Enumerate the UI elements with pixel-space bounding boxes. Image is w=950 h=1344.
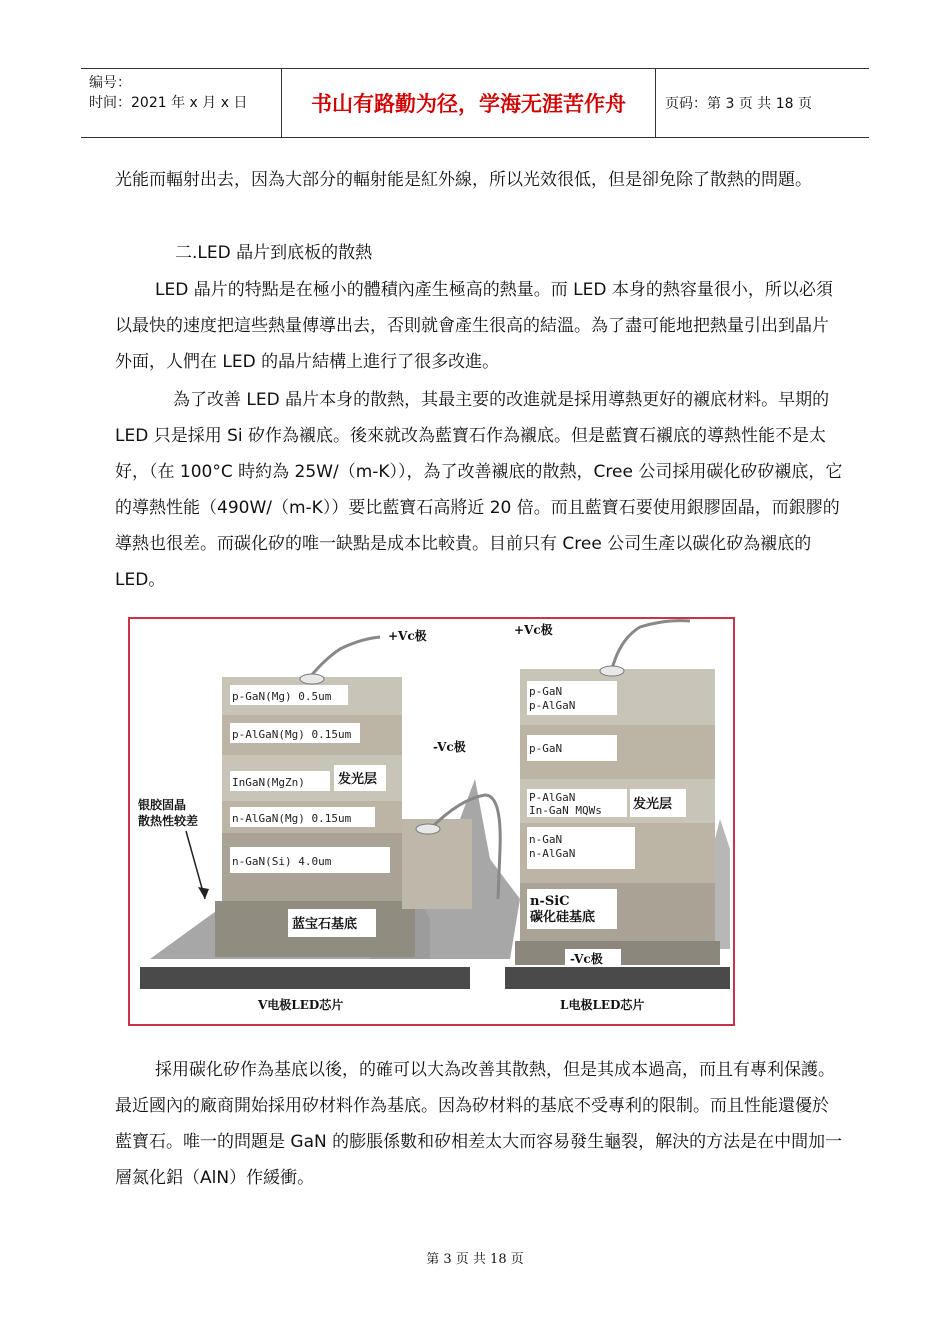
left-vc-plus-label: +Vc极 bbox=[388, 629, 427, 643]
glue-note-2: 散热性较差 bbox=[138, 814, 199, 828]
right-layer-1a: p-GaN bbox=[529, 685, 563, 698]
right-sub-b: 碳化硅基底 bbox=[530, 910, 596, 925]
right-layer-3a: P-AlGaN bbox=[529, 791, 576, 804]
paragraph-2-text: LED 晶片的特點是在極小的體積內產生極高的熱量。而 LED 本身的熱容量很小，所以必須以最快的速度把這些熱量傳導出去，否則就會產生很高的結溫。為了盡可能地把熱量引出到晶片外面，人們在 LED 的晶片結構上進行了很多改進。 bbox=[115, 280, 833, 372]
header-motto: 书山有路勤为径，学海无涯苦作舟 bbox=[281, 69, 656, 137]
right-layer-4a: n-GaN bbox=[529, 833, 563, 846]
right-chip-caption: L电极LED芯片 bbox=[560, 998, 645, 1012]
paragraph-4-text: 採用碳化矽作為基底以後，的確可以大為改善其散熱，但是其成本過高，而且有專利保護。最近國內的廠商開始採用矽材料作為基底。因為矽材料的基底不受專利的限制。而且性能還優於藍寶石。唯一的問題是 GaN 的膨脹係數和矽相差太大而容易發生龜裂，解決的方法是在中間加一層氮化鋁（AlN）作緩衝。 bbox=[115, 1060, 843, 1188]
right-floor-bar bbox=[505, 967, 730, 989]
header-table bbox=[81, 68, 869, 138]
left-emit-label: 发光层 bbox=[338, 772, 378, 787]
header-meta bbox=[81, 69, 281, 137]
right-vc-plus-label: +Vc极 bbox=[514, 623, 553, 637]
right-emit-label: 发光层 bbox=[633, 797, 673, 812]
header-page-info: 页码：第 3 页 共 18 页 bbox=[665, 96, 812, 112]
left-floor-bar bbox=[140, 967, 470, 989]
number-label: 编号： bbox=[89, 75, 131, 91]
left-layer-5-label: n-GaN(Si) 4.0um bbox=[232, 855, 332, 868]
paragraph-3-text: 為了改善 LED 晶片本身的散熱，其最主要的改進就是採用導熱更好的襯底材料。早期的 LED 只是採用 Si 矽作為襯底。後來就改為藍寶石作為襯底。但是藍寶石襯底的導熱性能不是太好，（在 100°C 時約為 25W/（m-K）），為了改善襯底的散熱，Cree 公司採用碳化矽矽襯底，它的導熱性能（490W/（m-K））要比藍寶石高將近 20 倍。而且藍寶石要使用銀膠固晶，而銀膠的導熱也很差。而碳化矽的唯一缺點是成本比較貴。目前只有 Cree 公司生產以碳化矽為襯底的 LED。 bbox=[115, 390, 843, 590]
paragraph-2 bbox=[115, 272, 845, 380]
left-layer-1-label: p-GaN(Mg) 0.5um bbox=[232, 690, 332, 703]
left-layer-3-label: InGaN(MgZn) bbox=[232, 776, 305, 789]
right-layer-4b: n-AlGaN bbox=[529, 847, 576, 860]
left-layer-2-label: p-AlGaN(Mg) 0.15um bbox=[232, 728, 352, 741]
right-sub-a: n-SiC bbox=[530, 894, 570, 909]
left-chip-caption: V电极LED芯片 bbox=[258, 998, 344, 1012]
paragraph-4 bbox=[115, 1052, 845, 1196]
right-layer-2: p-GaN bbox=[529, 742, 563, 755]
paragraph-1: 光能而輻射出去，因為大部分的輻射能是紅外線，所以光效很低，但是卻免除了散熱的問題。 bbox=[115, 170, 812, 190]
right-layer-3b: In-GaN MQWs bbox=[529, 804, 602, 817]
right-layer-1b: p-AlGaN bbox=[529, 699, 576, 712]
glue-note-1: 银胶固晶 bbox=[138, 798, 187, 812]
time-label: 时间：2021 年 x 月 x 日 bbox=[89, 95, 248, 111]
right-vc-minus-label: -Vc极 bbox=[570, 952, 603, 966]
paragraph-3 bbox=[115, 382, 845, 598]
led-chip-figure bbox=[128, 617, 735, 1026]
left-layer-4-label: n-AlGaN(Mg) 0.15um bbox=[232, 812, 352, 825]
section-heading: 二.LED 晶片到底板的散熱 bbox=[175, 243, 373, 263]
page-footer: 第 3 页 共 18 页 bbox=[426, 1252, 524, 1267]
left-substrate-label: 蓝宝石基底 bbox=[292, 917, 358, 932]
led-chip-diagram bbox=[130, 619, 733, 1024]
left-vc-minus-label: -Vc极 bbox=[433, 740, 466, 754]
